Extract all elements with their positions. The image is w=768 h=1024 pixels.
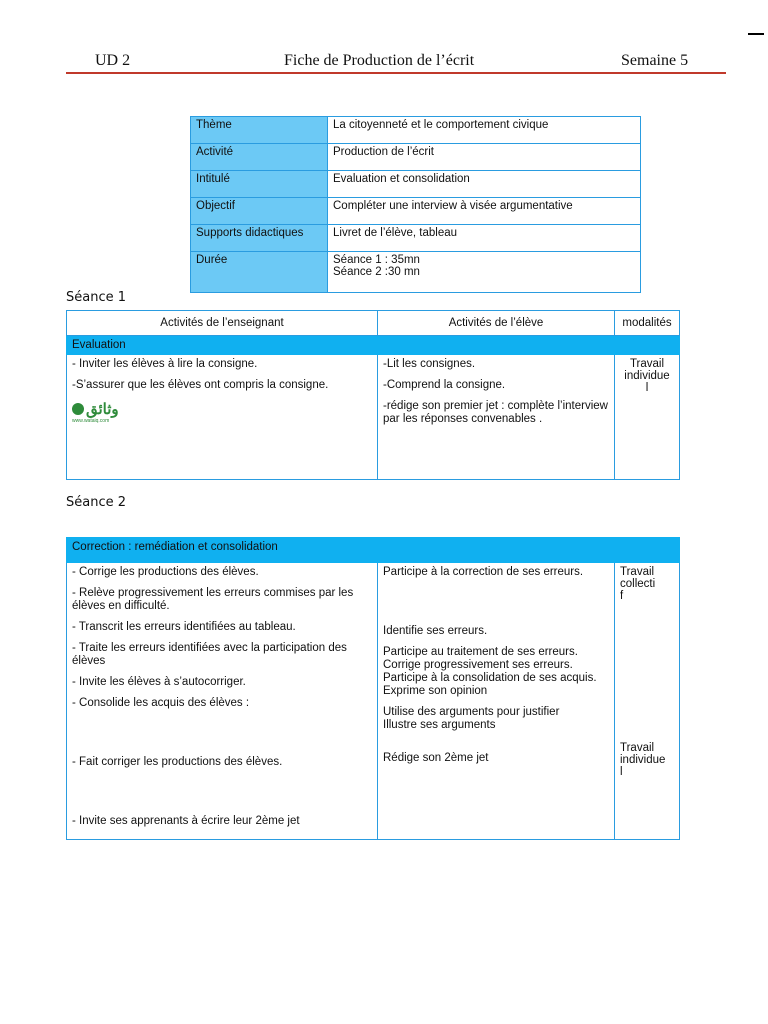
seance1-table	[66, 310, 680, 480]
corner-dash	[748, 33, 764, 35]
seance1-teacher-cell: - Inviter les élèves à lire la consigne. -S’assurer que les élèves ont compris la consigne. وثائق www.wataiq.com	[67, 355, 378, 480]
info-row-activite: Activité Production de l’écrit	[191, 144, 641, 171]
info-row-supports: Supports didactiques Livret de l’élève, tableau	[191, 225, 641, 252]
header-divider	[66, 72, 726, 74]
info-row-theme: Thème La citoyenneté et le comportement civique	[191, 117, 641, 144]
col-header-teacher: Activités de l’enseignant	[67, 311, 378, 336]
duree-seance1: Séance 1 : 35mn	[333, 254, 420, 266]
seance2-modality-cell: Travail collecti f Travail individue l	[615, 563, 680, 840]
logo-icon	[72, 403, 84, 415]
col-header-modalites: modalités	[615, 311, 680, 336]
seance1-modality-cell: Travail individue l	[615, 355, 680, 480]
seance1-student-cell: -Lit les consignes. -Comprend la consigne. -rédige son premier jet : complète l’interview par les réponses convenables .	[378, 355, 615, 480]
logo: وثائق	[72, 400, 372, 418]
seance2-band: Correction : remédiation et consolidation	[67, 538, 680, 563]
seance2-teacher-cell: - Corrige les productions des élèves. - Relève progressivement les erreurs commises par les élèves en difficulté. - Transcrit les erreurs identifiées au tableau. - Traite les erreurs identifiées avec la participation des élèves - Invite les élèves à s’autocorriger. - Consolide les acquis des élèves : - Fait corriger les productions des élèves. - Invite ses apprenants à écrire leur 2ème jet	[67, 563, 378, 840]
seance1-title: Séance 1	[66, 290, 127, 305]
seance2-table	[66, 537, 680, 840]
info-row-intitule: Intitulé Evaluation et consolidation	[191, 171, 641, 198]
duree-seance2: Séance 2 :30 mn	[333, 266, 420, 278]
seance2-title: Séance 2	[66, 495, 127, 510]
unit-label: UD 2	[95, 52, 131, 69]
seance1-band: Evaluation	[67, 336, 680, 355]
col-header-student: Activités de l’élève	[378, 311, 615, 336]
week-label: Semaine 5	[621, 52, 689, 69]
info-row-objectif: Objectif Compléter une interview à visée argumentative	[191, 198, 641, 225]
info-table	[190, 116, 641, 293]
page-title: Fiche de Production de l’écrit	[284, 52, 475, 69]
seance2-student-cell: Participe à la correction de ses erreurs. Identifie ses erreurs. Participe au traitement de ses erreurs. Corrige progressivement ses erreurs. Participe à la consolidation de ses acquis. Exprime son opinion Utilise des arguments pour justifier Illustre ses arguments Rédige son 2ème jet	[378, 563, 615, 840]
info-row-duree: Durée Séance 1 : 35mn Séance 2 :30 mn	[191, 252, 641, 293]
